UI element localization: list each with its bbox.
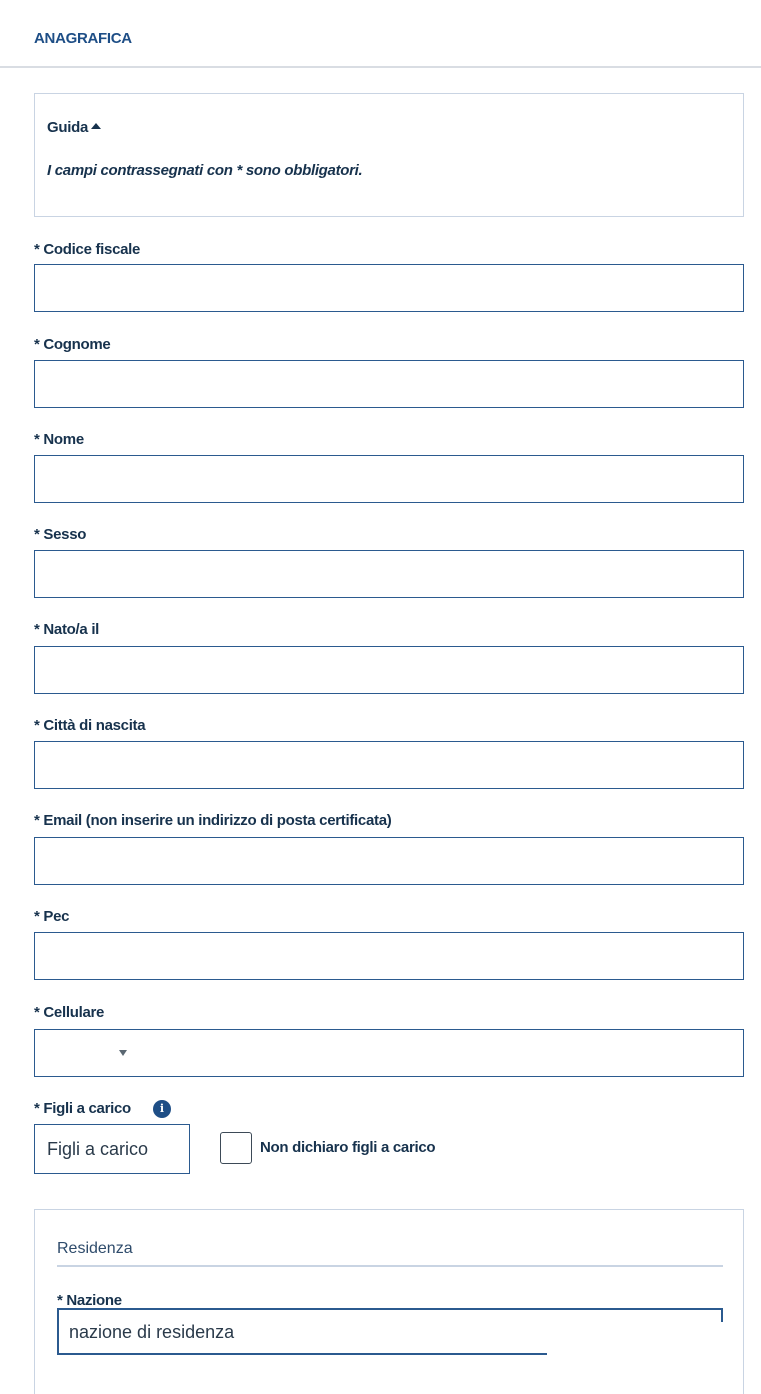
pec-label: * Pec — [34, 908, 70, 925]
page-header — [0, 0, 761, 68]
email-input[interactable] — [34, 837, 744, 885]
codice-fiscale-label: * Codice fiscale — [34, 241, 141, 258]
nazione-input[interactable] — [57, 1308, 723, 1355]
residenza-title: Residenza — [57, 1240, 133, 1257]
nome-label: * Nome — [34, 431, 84, 448]
info-icon[interactable]: i — [153, 1100, 171, 1118]
section-title: ANAGRAFICA — [34, 30, 132, 47]
cellulare-label: * Cellulare — [34, 1004, 105, 1021]
residenza-divider — [57, 1265, 723, 1267]
nato-il-label: * Nato/a il — [34, 621, 100, 638]
cognome-input[interactable] — [34, 360, 744, 408]
codice-fiscale-input[interactable] — [34, 264, 744, 312]
nome-input[interactable] — [34, 455, 744, 503]
non-dichiaro-figli-checkbox[interactable] — [220, 1132, 252, 1164]
cellulare-prefix-select[interactable] — [34, 1029, 744, 1077]
nato-il-input[interactable] — [34, 646, 744, 694]
guide-toggle[interactable] — [47, 119, 101, 136]
guide-panel — [34, 93, 744, 217]
nazione-label: * Nazione — [57, 1292, 122, 1309]
sesso-label: * Sesso — [34, 526, 87, 543]
non-dichiaro-figli-label[interactable]: Non dichiaro figli a carico — [260, 1139, 436, 1156]
nazione-input-edge — [721, 1308, 723, 1322]
sesso-input[interactable] — [34, 550, 744, 598]
chevron-down-icon — [119, 1050, 127, 1056]
caret-up-icon — [91, 123, 101, 129]
figli-a-carico-label: * Figli a carico — [34, 1100, 131, 1117]
pec-input[interactable] — [34, 932, 744, 980]
email-label: * Email (non inserire un indirizzo di posta certificata) — [34, 812, 392, 829]
figli-a-carico-input[interactable] — [34, 1124, 190, 1174]
guide-toggle-label: Guida — [47, 119, 89, 136]
cognome-label: * Cognome — [34, 336, 111, 353]
nazione-input-underline — [57, 1353, 547, 1355]
citta-nascita-label: * Città di nascita — [34, 717, 146, 734]
required-fields-note: I campi contrassegnati con * sono obbligatori. — [47, 162, 363, 179]
citta-nascita-input[interactable] — [34, 741, 744, 789]
residenza-panel — [34, 1209, 744, 1394]
